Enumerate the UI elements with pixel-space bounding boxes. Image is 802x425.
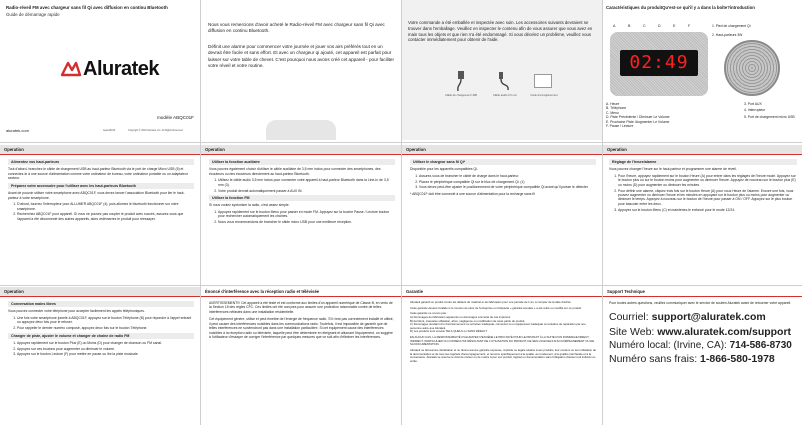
copyright: Copyright © 2023 Aluratek, Inc. All Rights Reserved	[128, 129, 183, 132]
letter-d: D	[658, 24, 661, 28]
section-heading: Support Technique	[603, 287, 802, 296]
section-heading: Operation	[603, 145, 802, 154]
exclusion-b: B) Accident, mauvaise utilisation, abus, négligence ou modification de toute partie du produit.	[410, 318, 526, 323]
local-label: Numéro local: (Irvine, CA):	[609, 339, 730, 351]
list-item: 2. Nous vous recommandons de brancher le câble micro USB pour une meilleure réception.	[218, 220, 395, 224]
accent-line	[603, 154, 802, 155]
warranty-excludes: Cette garantie ne couvre pas :	[410, 311, 448, 316]
operation-power-panel	[0, 145, 200, 283]
section-heading: Garantie	[402, 287, 602, 296]
accent-line	[201, 296, 401, 297]
power-text: Tout d'abord, branchez le câble de chargement USB au haut-parleur Bluetooth via le port de charge Micro USB (5) et connectez-le à une source d'alimentation comme votre ordinateur de bureau, votre ordinateur portable ou un adaptateur secteur.	[8, 167, 188, 181]
brand-name: Aluratek	[83, 58, 160, 80]
accent-line	[0, 154, 200, 155]
list-item: 1. Appuyez rapidement sur le bouton Plus (E) ou Moins (D) pour changer de chanson ou FM canal.	[17, 341, 194, 345]
list-item: 2. Appuyez sur ces boutons pour augmenter ou diminuer le volume.	[17, 347, 194, 351]
accent-line	[603, 296, 802, 297]
label-4: 4. Interrupteur	[744, 108, 766, 113]
speaker-side-image	[724, 40, 780, 96]
label-3: 3. Port AUX	[744, 102, 762, 106]
subheading-power: Alimentez vos haut-parleurs	[8, 159, 194, 165]
site-label: Site Web:	[609, 325, 658, 338]
aluratek-logo-icon	[60, 60, 82, 80]
operation-aux-panel	[201, 145, 401, 283]
list-item: 1. Utilisez le câble audio 3,5 mm inclus pour connecter votre appareil à haut-parleur Bluetooth dans la Line-In de 3,5 mm (3).	[218, 178, 395, 187]
subheading-qi: Utiliser le chargeur sans fil Qi*	[410, 159, 596, 165]
list-item: 1. Assurez-vous de brancher le câble de charge dans le haut-parleur.	[419, 174, 596, 178]
fold-line	[0, 285, 802, 286]
liability-limit: EN AUCUN CAS, LA RESPONSABILITÉ D'ALURATEK N'EXCÈDE LE PRIX PAYÉ POUR LE PRODUIT À LA SUITE D'UN DOMMAGE DIRECT, INDIRECT, PARTICULIER OU CONSÉCUTIF RÉSULTANT DE L'UTILISATION DU PRODUIT, DE SES LOGICIELS D'ACCOMPAGNEMENT OU DE SA DOCUMENTATION.	[410, 335, 595, 347]
aux-text: Vous pouvez également choisir d'utiliser le câble auxiliaire de 3,5 mm inclus pour connecter des smartphones, des écouteurs ou des écouteurs directement au haut-parleur Bluetooth.	[209, 167, 381, 176]
site-link[interactable]: www.aluratek.com/support	[657, 325, 792, 338]
support-site	[609, 325, 799, 339]
support-local-phone	[609, 339, 799, 353]
button-letters	[606, 24, 702, 30]
audio-cable-caption: Câble audio 3,5 mm	[492, 94, 518, 97]
list-item: 2. Pour définir une alarme, cliquez trois fois sur le bouton Heure (A) pour vous Heure de l'alarme. Encore une fois, vous pouvez augmenter ou diminuer l'heure et les minutes en appuyant sur le bouton plus ou moins pour augmenter ou diminuer le temps. Appuyez à nouveau sur le bouton de l'heure pour passer à ON / OFF. Appuyez sur le plus bouton pour basculer entre les deux.	[618, 189, 797, 207]
box-contents-text: Votre commande a été emballée et inspectée avec soin. Les accessoires suivants devraient se trouver dans l'emballage. Veuillez en inspecter le contenu afin de vous assurer que vous avez en main tous les objets et que rien n'a été endommagé. Si vous décelez un problème, veuillez vous contacter immédiatement pour obtenir de l'aide.	[408, 20, 593, 43]
interference-warning: AVERTISSEMENT!!! Cet appareil a été testé et est conforme aux limites d'un appareil numérique de Classe B, en vertu de la Section 15 des règles CFC. Ces limites ont été conçues pour assurer une protection raisonnable contre de telles interférences néfastes dans une installation résidentielle.	[209, 301, 393, 314]
support-panel	[603, 287, 802, 425]
subheading-tracks: Changer de piste, ajuster le volume et changer de chaîne de radio FM	[8, 333, 194, 339]
fm-text: Si vous voulez syntoniser la radio, c'est assez simple.	[209, 203, 290, 208]
label-e: E. Prochaine Piste /Augmenter Le Volume	[606, 119, 670, 124]
letter-f: F	[688, 24, 691, 28]
product-image	[266, 120, 336, 140]
label-a: A. Heure	[606, 102, 620, 106]
accent-line	[0, 296, 200, 297]
subheading-calls: Conversation mains libres	[8, 301, 194, 307]
subheading-aux: Utiliser la fonction auxiliaire	[209, 159, 395, 165]
clock-time: 02:49	[629, 52, 689, 73]
section-heading: Operation	[0, 145, 200, 154]
accent-line	[201, 154, 401, 155]
tollfree-label: Numéro sans frais:	[609, 353, 701, 366]
model-number: modèle ABQC01F	[156, 115, 194, 120]
calls-text: Vous pouvez connecter votre téléphone pour accepter facilement les appels téléphoniques.	[8, 309, 145, 314]
accent-line	[402, 154, 602, 155]
usb-cable-caption: Câble de chargement USB	[445, 94, 477, 97]
tollfree-number: 1-866-580-1978	[700, 353, 775, 366]
section-heading: Operation	[402, 145, 602, 154]
interference-text: Cet équipement génère, utilise et peut émettre de l'énergie de fréquence radio. S'il n'est pas correctement installé et utilisé, il peut causer des interférences nuisibles dans les communications radio. Toutefois, il est impossible de garantir que de telles interférences ne surviendront pas dans une installation particulière. Si cet équipement cause des interférences nuisibles à la réception radio ou télévisée, laquelle peut être déterminée en éteignant et allumant l'équipement, on suggère à l'utilisateur d'essayer de corriger l'interférence par quelques mesures que ce soit afin d'éliminer les interférences.	[209, 317, 394, 340]
qi-note: * ABQC01F doit être connecté à une source d'alimentation pour la recharge sans fil	[410, 191, 535, 196]
interference-panel	[201, 287, 401, 425]
box-contents-panel	[402, 0, 602, 140]
list-item: 1. Une fois votre smartphone jumelé à ABQC01F, appuyez sur le bouton Téléphone (B) pour répondre à l'appel entrant ou appuyez deux fois pour le refuser.	[17, 316, 194, 325]
time-text: Vous pouvez changer l'heure sur le haut-parleur et programmer une alarme de réveil.	[609, 167, 737, 172]
labels-right-bottom	[744, 102, 800, 119]
pairing-text: Avant de pouvoir utiliser votre smartphone avec ABQC01F, vous devez lancer l'association Bluetooth pour lier le haut-parleur à votre smartphone.	[8, 191, 185, 200]
exclusion-d: D) Les produits sont vendus TELS QUELS ou SANS DÉFAUT.	[410, 329, 488, 334]
registration-card-caption: Carte d'enregistrement	[530, 94, 558, 97]
intro-paragraph: Définit une alarme pour commencer votre journée et jouer vos airs préférés tout en un devrait être facile et sans effort. Et avec un chargeur qi ajouté, cet appareil est parfait pour laisser sur votre table de chevet. C'est pourquoi nous avons créé cet appareil - pour faciliter votre réveil et votre routine.	[208, 44, 394, 68]
cover-title: Radio-réveil FM avec chargeur sans fil Qi avec diffusion en continu Bluetooth	[6, 5, 168, 10]
operation-qi-panel	[402, 145, 602, 283]
support-email	[609, 310, 799, 324]
section-heading: Operation	[201, 145, 401, 154]
fold-line	[401, 0, 402, 425]
email-link[interactable]: support@aluratek.com	[651, 311, 766, 324]
warranty-void: Cette garantie devient invalide si le numéro de série de l'entreprise ou l'étiquette « garantie annulée » a été retiré ou modifié sur ce produit.	[410, 305, 582, 310]
letter-e: E	[673, 24, 676, 28]
support-tollfree	[609, 352, 799, 366]
local-number: 714-586-8730	[729, 339, 792, 351]
exclusion-c: C) Dommages résultant d'un fonctionnement ou entretien inadéquat, connexion à un équipement inadéquat ou tentative de réparation par une personne autre que Aluratek.	[410, 322, 586, 330]
audio-cable-image	[497, 70, 511, 90]
operation-time-panel	[603, 145, 802, 283]
list-item: 2. Pour rappeler le dernier numéro composé, appuyez deux fois sur le bouton Téléphone.	[17, 326, 194, 330]
qi-text: Disponible pour les appareils compatibles Qi.	[410, 167, 478, 172]
list-item: 3. Appuyez sur le bouton Menu (C) et maintenez-le enfoncé pour le mode 12/24.	[618, 208, 797, 212]
cover-panel	[0, 0, 200, 140]
support-text: Pour toutes autres questions, veuillez communiquer avec le service de soutien Aluratek avant de retourner votre appareil.	[609, 301, 792, 305]
website-left: aluratek.com	[6, 128, 29, 133]
cover-subtitle: Guide de démarrage rapide	[6, 12, 60, 17]
intro-thanks: Nous vous remercions d'avoir acheté le Radio-réveil FM avec chargeur sans fil Qi avec diffusion en continu Bluetooth.	[208, 22, 385, 34]
label-1: 1. Pied de chargement Qi	[712, 24, 751, 28]
subheading-fm: Utiliser la fonction FM	[209, 195, 395, 201]
letter-a: A	[613, 24, 616, 28]
warranty-panel	[402, 287, 602, 425]
section-heading: Énoncé d'interférence avec la réception radio et télévisée	[201, 287, 401, 296]
email-label: Courriel:	[609, 311, 652, 324]
clock-device	[610, 32, 708, 96]
accent-line	[402, 296, 602, 297]
operation-calls-panel	[0, 287, 200, 425]
warranty-period: Aluratek garantit ce produit contre les défauts de matériel et de fabrication pour une période de 1 an, à compter de la date d'achat.	[410, 300, 572, 304]
brand-logo	[60, 58, 170, 82]
list-item: 3. Vous devez peut-être ajuster le positionnement de votre périphérique compatible Qi avant qu'il puisse le détecter	[419, 185, 596, 189]
labels-left-bottom	[606, 102, 706, 129]
label-b: B. Téléphone	[606, 106, 627, 111]
label-d: D. Piste Précédente / Diminuer Le Volume	[606, 115, 670, 120]
label-5: 5. Port de chargement micro USB	[744, 114, 795, 119]
section-heading: Operation	[0, 287, 200, 296]
list-item: 2. Placez le périphérique compatible Qi sur le bloc de chargement Qi. (1)	[419, 180, 596, 184]
fold-line	[602, 0, 603, 425]
label-f: F. Pause / Lecture	[606, 124, 634, 129]
exclusion-a: A) Dommages de fabrication apparents ou dommages à la suite de cas imprévus	[410, 314, 511, 319]
list-item: 2. Votre produit devrait automatiquement passer à AUX IN.	[218, 189, 395, 193]
subheading-pairing: Préparez votre accessoire pour l'utiliser avec les haut-parleurs Bluetooth	[8, 183, 194, 189]
list-item: 3. Appuyez sur le bouton Lecture (F) pour mettre en pause ou lire la piste musicale.	[17, 352, 194, 356]
usb-cable-image	[454, 70, 468, 90]
fold-line	[200, 0, 201, 425]
label-2: 2. Haut-parleurs 3W	[712, 33, 743, 38]
list-item: 1. Appuyez rapidement sur le bouton Menu pour passer en mode FM. Appuyez sur la touche Pause / Lecture bouton pour rechercher automatiquement les chaînes.	[218, 210, 395, 219]
registration-card-image	[534, 74, 552, 88]
letter-b: B	[628, 24, 631, 28]
disclaimer: Aluratek ne fait aucune déclaration et ne donne aucune garantie expresse, implicite ou légale relative à ses produits, leur contenu ou leur utilisation de la documentation et de tous ses logiciels d'accompagnement, et renonce spécifiquement à la qualité, au rendement, à la qualité marchande et à la convenance. Aluratek se réserve le droit de réviser ou de mettre à jour son produit, logiciel ou documentation sans l'obligation d'aviser tout individu ou entité.	[410, 347, 596, 363]
list-item: 2. Recherchez ABQC01F pour appareil. Si vous ne pouvez pas coupler le produit avec succès, assurez-vous que l'appareil a été déconnecté des autres appareils, alors redémarrez le produit pour réessayer.	[17, 212, 194, 221]
clock-display	[620, 50, 698, 76]
fold-line	[0, 142, 802, 143]
list-item: 1. D'abord, tournez l'interrupteur pour ALLUMER ABQC01F (4), puis allumez le bluetooth fonctionner sur votre smartphone.	[17, 202, 194, 211]
subheading-time: Réglage de l'heure/alarme	[609, 159, 797, 165]
part-number: Aqua16010	[103, 129, 116, 132]
label-c: C. Menu	[606, 110, 619, 115]
labels-right-top	[712, 24, 800, 38]
list-item: 1. Pour l'heure, appuyez rapidement sur le bouton Heure (A) pour entrer dans les réglages de l'heure mode. Appuyez sur le bouton plus ou sur le bouton moins pour augmenter ou diminuer l'heure. Appuyez de nouveau sur le bouton plus (E) ou moins (D) pour augmenter ou diminuer les minutes.	[618, 174, 797, 187]
features-title: Caractéristiques du produitQu'est-ce qui'il y a dans la boîte?introduction	[606, 5, 755, 10]
letter-c: C	[643, 24, 646, 28]
intro-panel	[200, 0, 402, 140]
features-panel	[602, 0, 802, 140]
